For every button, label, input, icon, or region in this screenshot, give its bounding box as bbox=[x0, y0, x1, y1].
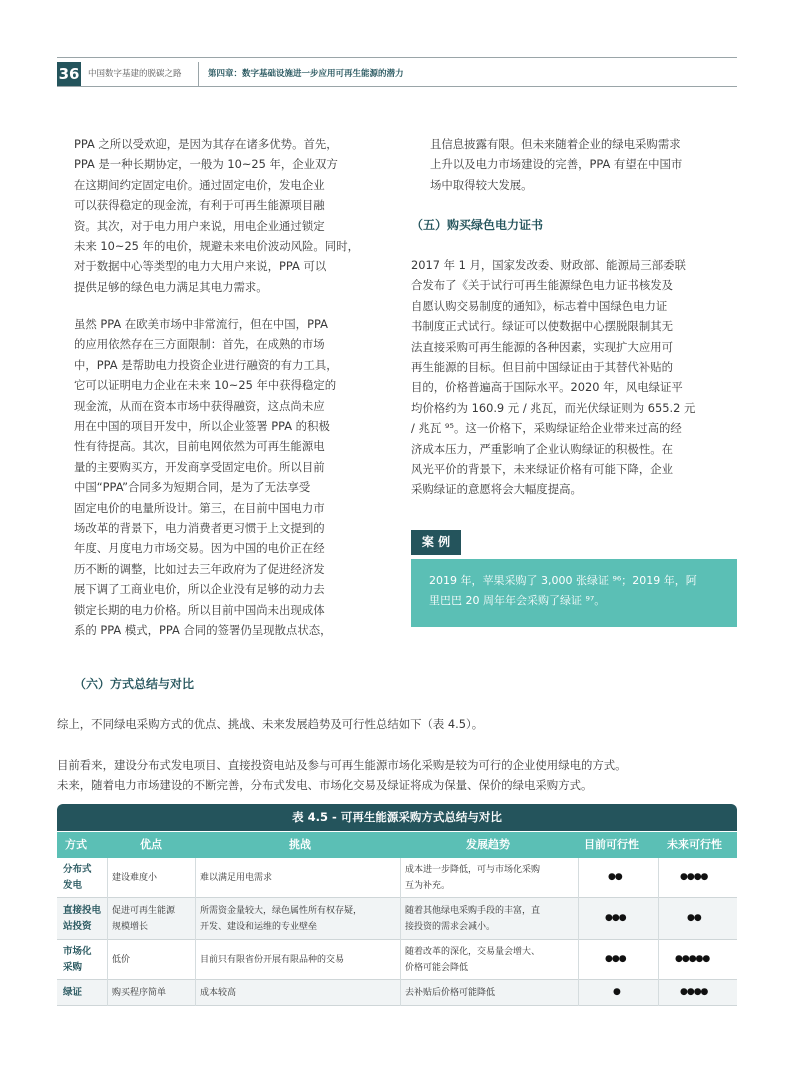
text-line: 展下调了工商业电价，所以企业没有足够的动力去 bbox=[74, 582, 325, 597]
left-paragraph-2 bbox=[74, 314, 384, 641]
text-line: 书制度正式试行。绿证可以使数据中心摆脱限制其无 bbox=[411, 319, 673, 334]
text-line: 历不断的调整，比如过去三年政府为了促进经济发 bbox=[74, 561, 325, 576]
text-line: 年度、月度电力市场交易。因为中国的电价正在经 bbox=[74, 541, 325, 556]
text-line: 系的 PPA 模式，PPA 合同的签署仍呈现散点状态， bbox=[74, 623, 332, 638]
table-row bbox=[57, 980, 737, 1006]
cell-pros: 购买程序简单 bbox=[112, 988, 167, 998]
right-paragraph-2 bbox=[411, 255, 741, 500]
text-line: 的应用依然存在三方面限制：首先，在成熟的市场 bbox=[74, 337, 325, 352]
text-line: 中国“PPA”合同多为短期合同，是为了无法享受 bbox=[74, 480, 311, 495]
header-pros: 优点 bbox=[140, 838, 162, 851]
section-6-paragraph bbox=[57, 755, 627, 796]
left-paragraph-1 bbox=[74, 134, 384, 297]
future-feasibility-rating: ●●●●● bbox=[675, 954, 710, 964]
text-line: 再生能源的目标。但目前中国绿证由于其替代补贴的 bbox=[411, 360, 673, 375]
table-row bbox=[57, 940, 737, 980]
cell-challenges: 目前只有限省份开展有限品种的交易 bbox=[200, 955, 345, 965]
cell-trend: 成本进一步降低，可与市场化采购 互为补充。 bbox=[405, 865, 541, 891]
cell-method: 绿证 bbox=[63, 987, 83, 998]
table-row bbox=[57, 858, 737, 898]
cell-pros: 促进可再生能源 规模增长 bbox=[112, 906, 176, 932]
column-divider bbox=[195, 858, 196, 1006]
cell-pros: 低价 bbox=[112, 955, 131, 965]
text-line: 它可以证明电力企业在未来 10~25 年中获得稳定的 bbox=[74, 378, 337, 393]
text-line: 量的主要购买方，开发商享受固定电价。所以目前 bbox=[74, 459, 325, 474]
cell-challenges: 所需资金量较大，绿色属性所有权存疑， 开发、建设和运维的专业壁垒 bbox=[200, 906, 363, 932]
header-trend: 发展趋势 bbox=[466, 838, 510, 851]
text-line: / 兆瓦 ⁹⁵。这一价格下，采购绿证给企业带来过高的经 bbox=[411, 421, 682, 436]
current-feasibility-rating: ● bbox=[613, 987, 620, 997]
current-feasibility-rating: ●● bbox=[608, 872, 622, 882]
text-line: 虽然 PPA 在欧美市场中非常流行，但在中国，PPA bbox=[74, 317, 328, 331]
text-line: 综上，不同绿电采购方式的优点、挑战、未来发展趋势及可行性总结如下（表 4.5）。 bbox=[57, 717, 484, 731]
cell-method: 市场化 采购 bbox=[63, 946, 92, 973]
text-line: 场中取得较大发展。 bbox=[430, 177, 533, 192]
column-divider bbox=[578, 858, 579, 1006]
table-header-row bbox=[57, 832, 737, 858]
cell-method: 分布式 发电 bbox=[63, 864, 92, 891]
current-feasibility-rating: ●●● bbox=[605, 954, 626, 964]
case-text-line: 2019 年，苹果采购了 3,000 张绿证 ⁹⁶；2019 年，阿 bbox=[429, 574, 697, 587]
current-feasibility-rating: ●●● bbox=[605, 913, 626, 923]
text-line: 性有待提高。其次，目前电网依然为可再生能源电 bbox=[74, 439, 325, 454]
header-future-feasibility: 未来可行性 bbox=[667, 838, 722, 851]
text-line: 锁定长期的电力价格。所以目前中国尚未出现成体 bbox=[74, 602, 325, 617]
text-line: 现金流，从而在资本市场中获得融资，这点尚未应 bbox=[74, 398, 325, 413]
text-line: 在这期间约定固定电价。通过固定电价，发电企业 bbox=[74, 177, 325, 192]
cell-trend: 去补贴后价格可能降低 bbox=[405, 988, 496, 998]
right-paragraph-1 bbox=[430, 134, 760, 195]
text-line: 合发布了《关于试行可再生能源绿色电力证书核发及 bbox=[411, 278, 673, 293]
future-feasibility-rating: ●● bbox=[687, 913, 701, 923]
text-line: 且信息披露有限。但未来随着企业的绿电采购需求 bbox=[430, 137, 681, 151]
text-line: 可以获得稳定的现金流，有利于可再生能源项目融 bbox=[74, 198, 325, 213]
text-line: 风光平价的背景下，未来绿证价格有可能下降，企业 bbox=[411, 462, 673, 477]
section-6-title: （六）方式总结与对比 bbox=[74, 677, 195, 691]
text-line: 采购绿证的意愿将会大幅度提高。 bbox=[411, 482, 582, 497]
text-line: 2017 年 1 月，国家发改委、财政部、能源局三部委联 bbox=[411, 258, 686, 272]
cell-pros: 建设难度小 bbox=[112, 873, 158, 883]
cell-challenges: 成本较高 bbox=[200, 988, 237, 998]
column-divider bbox=[658, 858, 659, 1006]
header-method: 方式 bbox=[65, 838, 87, 851]
header-rule-bottom bbox=[57, 86, 737, 87]
text-line: 目的，价格普遍高于国际水平。2020 年，风电绿证平 bbox=[411, 380, 683, 395]
table-row bbox=[57, 898, 737, 940]
chapter-title: 第四章：数字基础设施进一步应用可再生能源的潜力 bbox=[208, 69, 404, 79]
future-feasibility-rating: ●●●● bbox=[680, 872, 708, 882]
header-rule-top bbox=[57, 57, 737, 58]
text-line: 均价格约为 160.9 元 / 兆瓦，而光伏绿证则为 655.2 元 bbox=[411, 400, 696, 415]
text-line: 提供足够的绿色电力满足其电力需求。 bbox=[74, 279, 268, 294]
column-divider bbox=[400, 858, 401, 1006]
cell-method: 直接投电 站投资 bbox=[63, 905, 102, 932]
text-line: 未来 10~25 年的电价，规避未来电价波动风险。同时， bbox=[74, 239, 359, 254]
table-title: 表 4.5 - 可再生能源采购方式总结与对比 bbox=[57, 804, 737, 831]
case-text-line: 里巴巴 20 周年年会采购了绿证 ⁹⁷。 bbox=[429, 594, 606, 607]
text-line: PPA 是一种长期协定，一般为 10~25 年，企业双方 bbox=[74, 157, 338, 172]
text-line: 自愿认购交易制度的通知》，标志着中国绿色电力证 bbox=[411, 298, 668, 313]
text-line: PPA 之所以受欢迎，是因为其存在诸多优势。首先， bbox=[74, 137, 338, 151]
text-line: 未来，随着电力市场建设的不断完善，分布式发电、市场化交易及绿证将成为保量、保价的绿电采购方式。 bbox=[57, 778, 593, 793]
header-current-feasibility: 目前可行性 bbox=[584, 838, 639, 851]
future-feasibility-rating: ●●●● bbox=[680, 987, 708, 997]
case-box bbox=[411, 530, 737, 627]
text-line: 中，PPA 是帮助电力投资企业进行融资的有力工具， bbox=[74, 357, 338, 372]
text-line: 场改革的背景下，电力消费者更习惯于上文提到的 bbox=[74, 521, 325, 536]
cell-trend: 随着其他绿电采购手段的丰富，直 接投资的需求会减小。 bbox=[405, 906, 541, 932]
column-divider bbox=[107, 858, 108, 1006]
text-line: 上升以及电力市场建设的完善，PPA 有望在中国市 bbox=[430, 157, 683, 172]
header-challenges: 挑战 bbox=[289, 838, 311, 851]
text-line: 资。其次，对于电力用户来说，用电企业通过锁定 bbox=[74, 218, 325, 233]
case-label: 案 例 bbox=[411, 530, 461, 555]
text-line: 济成本压力，严重影响了企业认购绿证的积极性。在 bbox=[411, 441, 673, 456]
header-separator bbox=[198, 62, 199, 87]
text-line: 用在中国的项目开发中，所以企业签署 PPA 的积极 bbox=[74, 419, 330, 434]
section-5-title: （五）购买绿色电力证书 bbox=[411, 218, 544, 232]
cell-trend: 随着改革的深化，交易量会增大、 价格可能会降低 bbox=[405, 947, 541, 973]
page-number: 36 bbox=[57, 62, 81, 87]
text-line: 目前看来，建设分布式发电项目、直接投资电站及参与可再生能源市场化采购是较为可行的企业使用绿电的方式。 bbox=[57, 758, 627, 772]
book-title: 中国数字基建的脱碳之路 bbox=[88, 69, 182, 79]
cell-challenges: 难以满足用电需求 bbox=[200, 873, 273, 883]
text-line: 对于数据中心等类型的电力大用户来说，PPA 可以 bbox=[74, 259, 327, 274]
text-line: 固定电价的电量所设计。第三，在目前中国电力市 bbox=[74, 500, 325, 515]
case-body bbox=[411, 559, 737, 627]
text-line: 法直接采购可再生能源的各种因素，实现扩大应用可 bbox=[411, 339, 673, 354]
section-6-intro bbox=[57, 714, 483, 734]
